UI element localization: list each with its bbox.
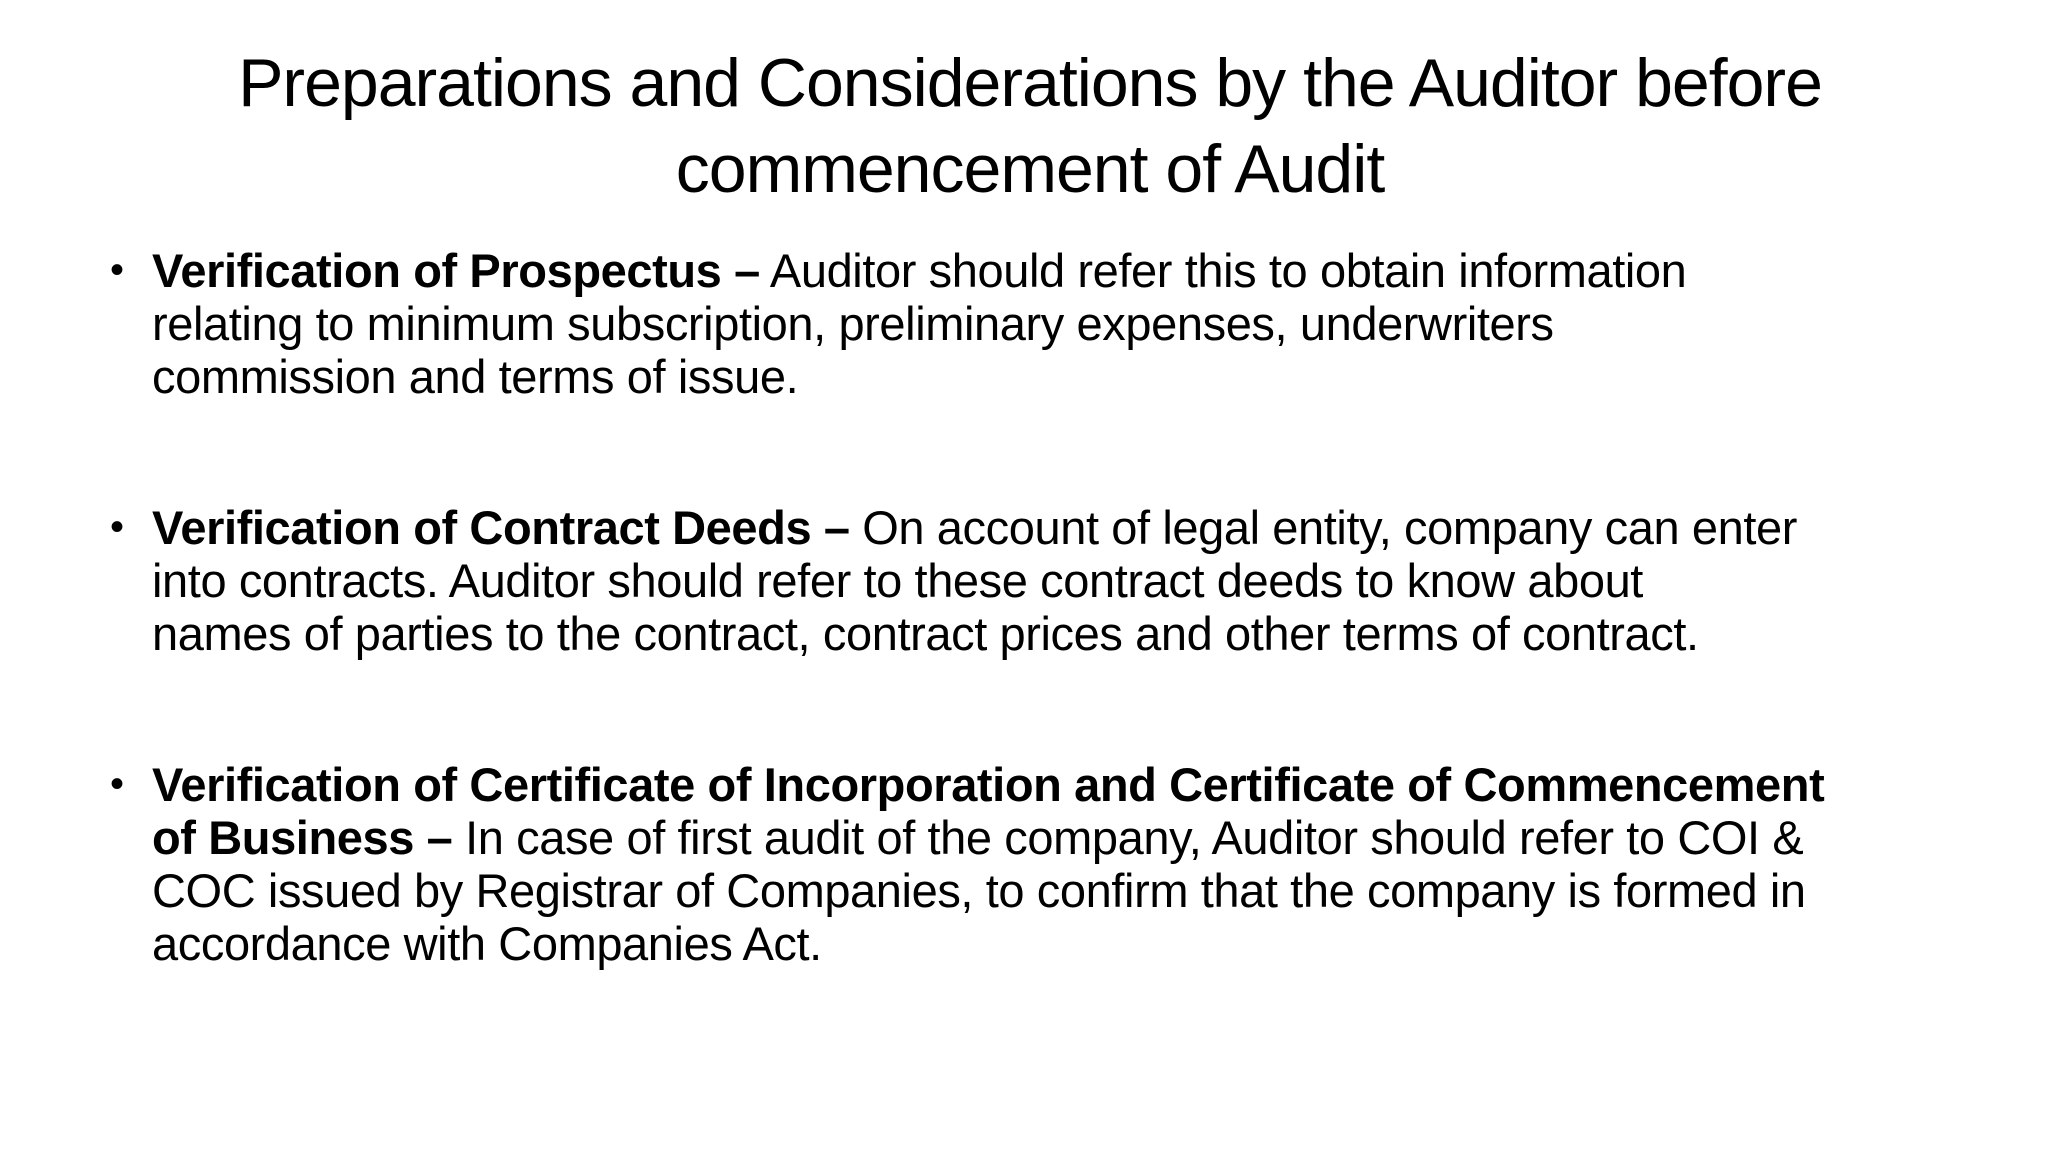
bullet-body: Auditor should refer this to obtain information xyxy=(759,244,1687,297)
bullet-line: COC issued by Registrar of Companies, to confirm that the company is formed in xyxy=(152,864,1806,917)
bullet-heading: Verification of Contract Deeds – xyxy=(152,501,850,554)
bullet-line: commission and terms of issue. xyxy=(152,350,799,403)
bullet-text xyxy=(152,501,2008,660)
bullet-list xyxy=(108,244,2008,970)
bullet-line: into contracts. Auditor should refer to these contract deeds to know about xyxy=(152,554,1643,607)
bullet-line: relating to minimum subscription, preliminary expenses, underwriters xyxy=(152,297,1554,350)
bullet-line xyxy=(152,501,2008,554)
bullet-contract-deeds xyxy=(108,501,2008,660)
bullet-line xyxy=(152,811,2008,864)
title-line-2: commencement of Audit xyxy=(675,131,1385,207)
bullet-dot-icon: • xyxy=(110,248,124,292)
bullet-line xyxy=(152,244,2008,297)
bullet-dot-icon: • xyxy=(110,505,124,549)
bullet-body: On account of legal entity, company can enter xyxy=(849,501,1797,554)
bullet-heading: of Business – xyxy=(152,811,453,864)
bullet-dot-icon: • xyxy=(110,762,124,806)
bullet-heading: Verification of Prospectus – xyxy=(152,244,760,297)
bullet-prospectus xyxy=(108,244,2008,403)
bullet-body: In case of first audit of the company, Auditor should refer to COI & xyxy=(452,811,1804,864)
title-line-1: Preparations and Considerations by the Auditor before xyxy=(238,45,1822,121)
bullet-heading: Verification of Certificate of Incorporation and Certificate of Commencement xyxy=(152,758,1825,811)
bullet-text xyxy=(152,244,2008,403)
bullet-text xyxy=(152,758,2008,970)
bullet-line xyxy=(152,758,2008,811)
bullet-certificates xyxy=(108,758,2008,970)
slide-title xyxy=(120,40,1940,212)
bullet-line: accordance with Companies Act. xyxy=(152,917,822,970)
bullet-line: names of parties to the contract, contract prices and other terms of contract. xyxy=(152,607,1699,660)
